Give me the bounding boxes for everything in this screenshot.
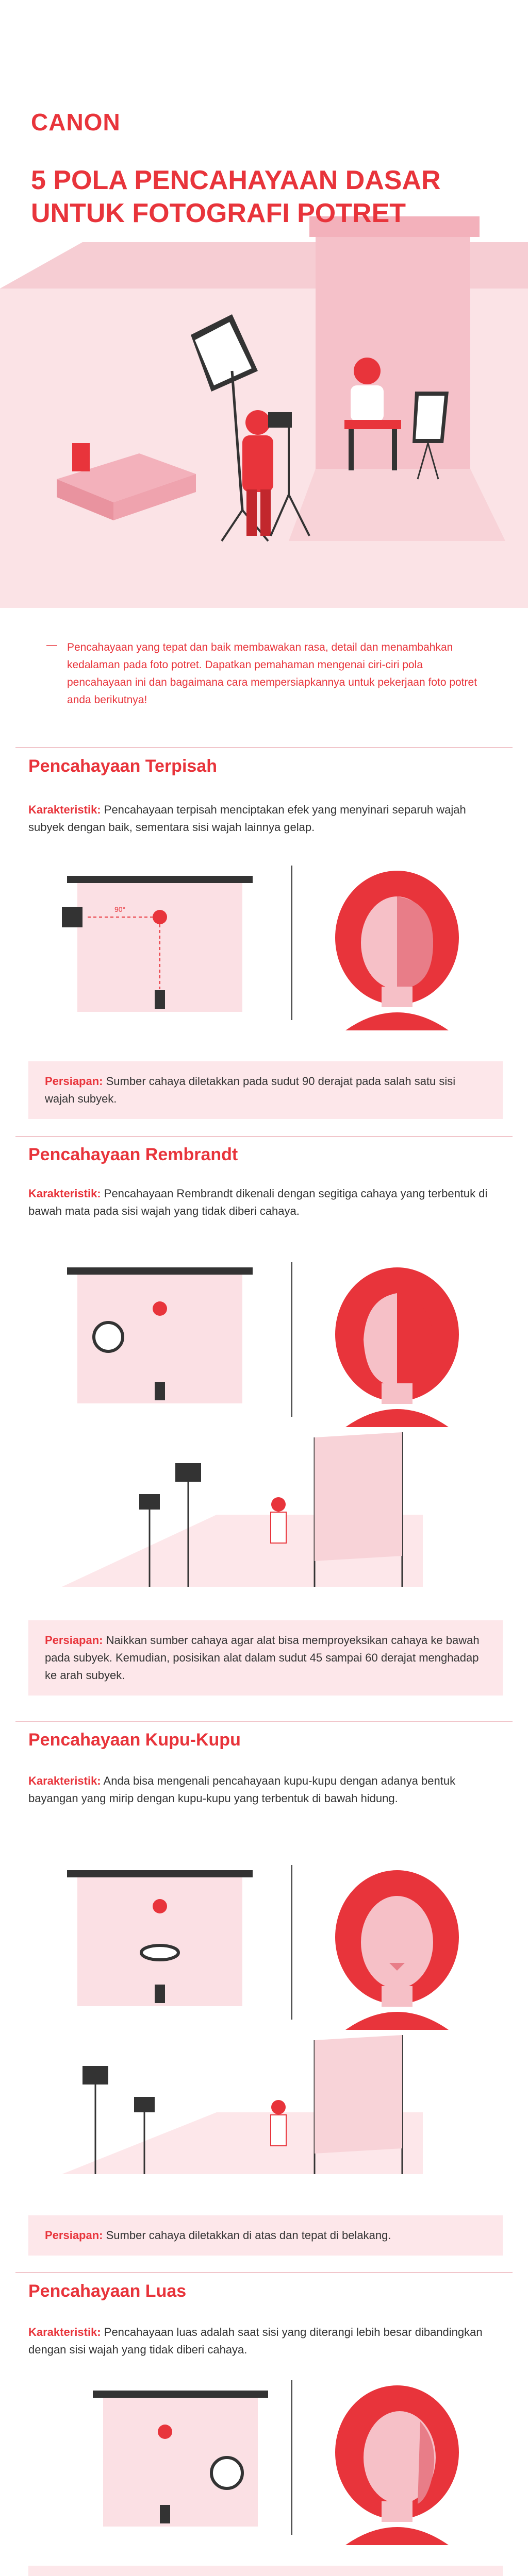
butterfly-setup-diagram: [52, 1865, 268, 2020]
char-rembrandt: [28, 1185, 503, 1220]
brand-logo: CANON: [31, 109, 121, 135]
column-divider: [291, 1865, 292, 2020]
rembrandt-setup-diagram: [52, 1262, 268, 1417]
split-portrait: [315, 866, 480, 1030]
char-text: Anda bisa mengenali pencahayaan kupu-kupu dengan adanya bentuk bayangan yang mirip dengan kupu-kupu yang terbentuk di bawah hidung.: [28, 1774, 456, 1805]
char-label: Karakteristik:: [28, 1774, 101, 1787]
column-divider: [291, 866, 292, 1020]
char-butterfly: [28, 1772, 503, 1807]
char-label: Karakteristik:: [28, 803, 101, 816]
prep-label: Persiapan:: [45, 1634, 103, 1647]
title-line-2: UNTUK FOTOGRAFI POTRET: [31, 198, 406, 228]
rembrandt-portrait: [315, 1262, 480, 1427]
prep-split: [28, 1061, 503, 1119]
char-text: Pencahayaan Rembrandt dikenali dengan segitiga cahaya yang terbentuk di bawah mata pada sisi wajah yang tidak diberi cahaya.: [28, 1187, 488, 1217]
prep-text: Sumber cahaya diletakkan pada sudut 90 derajat pada salah satu sisi wajah subyek.: [45, 1075, 456, 1105]
angle-label: 90°: [114, 905, 126, 913]
char-split: [28, 801, 503, 836]
section-title-broad: Pencahayaan Luas: [28, 2281, 187, 2301]
char-label: Karakteristik:: [28, 1187, 101, 1200]
page-title: [31, 164, 505, 230]
char-broad: [28, 2324, 503, 2359]
section-title-rembrandt: Pencahayaan Rembrandt: [28, 1145, 238, 1164]
broad-portrait: [315, 2380, 480, 2545]
prep-butterfly: [28, 2215, 503, 2256]
section-rule: [15, 747, 513, 748]
char-text: Pencahayaan luas adalah saat sisi yang diterangi lebih besar dibandingkan dengan sisi wajah yang tidak diberi cahaya.: [28, 2326, 483, 2356]
butterfly-studio-illustration: [62, 2035, 423, 2184]
butterfly-portrait: [315, 1865, 480, 2030]
section-rule: [15, 1721, 513, 1722]
hero-illustration: [0, 0, 528, 611]
prep-text: Sumber cahaya diletakkan di atas dan tepat di belakang.: [106, 2229, 391, 2242]
split-setup-diagram: [52, 871, 268, 1025]
column-divider: [291, 2380, 292, 2535]
char-label: Karakteristik:: [28, 2326, 101, 2338]
section-title-split: Pencahayaan Terpisah: [28, 756, 217, 776]
prep-label: Persiapan:: [45, 2229, 103, 2242]
char-text: Pencahayaan terpisah menciptakan efek yang menyinari separuh wajah subyek dengan baik, sementara sisi wajah lainnya gelap.: [28, 803, 466, 834]
intro-dash: —: [46, 639, 57, 651]
section-rule: [15, 1136, 513, 1137]
column-divider: [291, 1262, 292, 1417]
section-rule: [15, 2272, 513, 2273]
title-line-1: 5 POLA PENCAHAYAAN DASAR: [31, 165, 441, 195]
hero: [0, 0, 528, 611]
prep-rembrandt: [28, 1620, 503, 1696]
broad-setup-diagram: [77, 2385, 284, 2540]
prep-label: Persiapan:: [45, 1075, 103, 1088]
prep-text: Naikkan sumber cahaya agar alat bisa memproyeksikan cahaya ke bawah pada subyek. Kemudian, posisikan alat dalam sudut 45 sampai 60 derajat menghadap ke arah subyek.: [45, 1634, 480, 1682]
rembrandt-studio-illustration: [62, 1432, 423, 1602]
section-title-butterfly: Pencahayaan Kupu-Kupu: [28, 1730, 241, 1750]
prep-broad: [28, 2566, 503, 2576]
intro-text: Pencahayaan yang tepat dan baik membawakan rasa, detail dan menambahkan kedalaman pada foto potret. Dapatkan pemahaman mengenai ciri-ciri pola pencahayaan ini dan bagaimana cara mempersiapkannya untuk pekerjaan foto potret anda berikutnya!: [67, 641, 477, 706]
